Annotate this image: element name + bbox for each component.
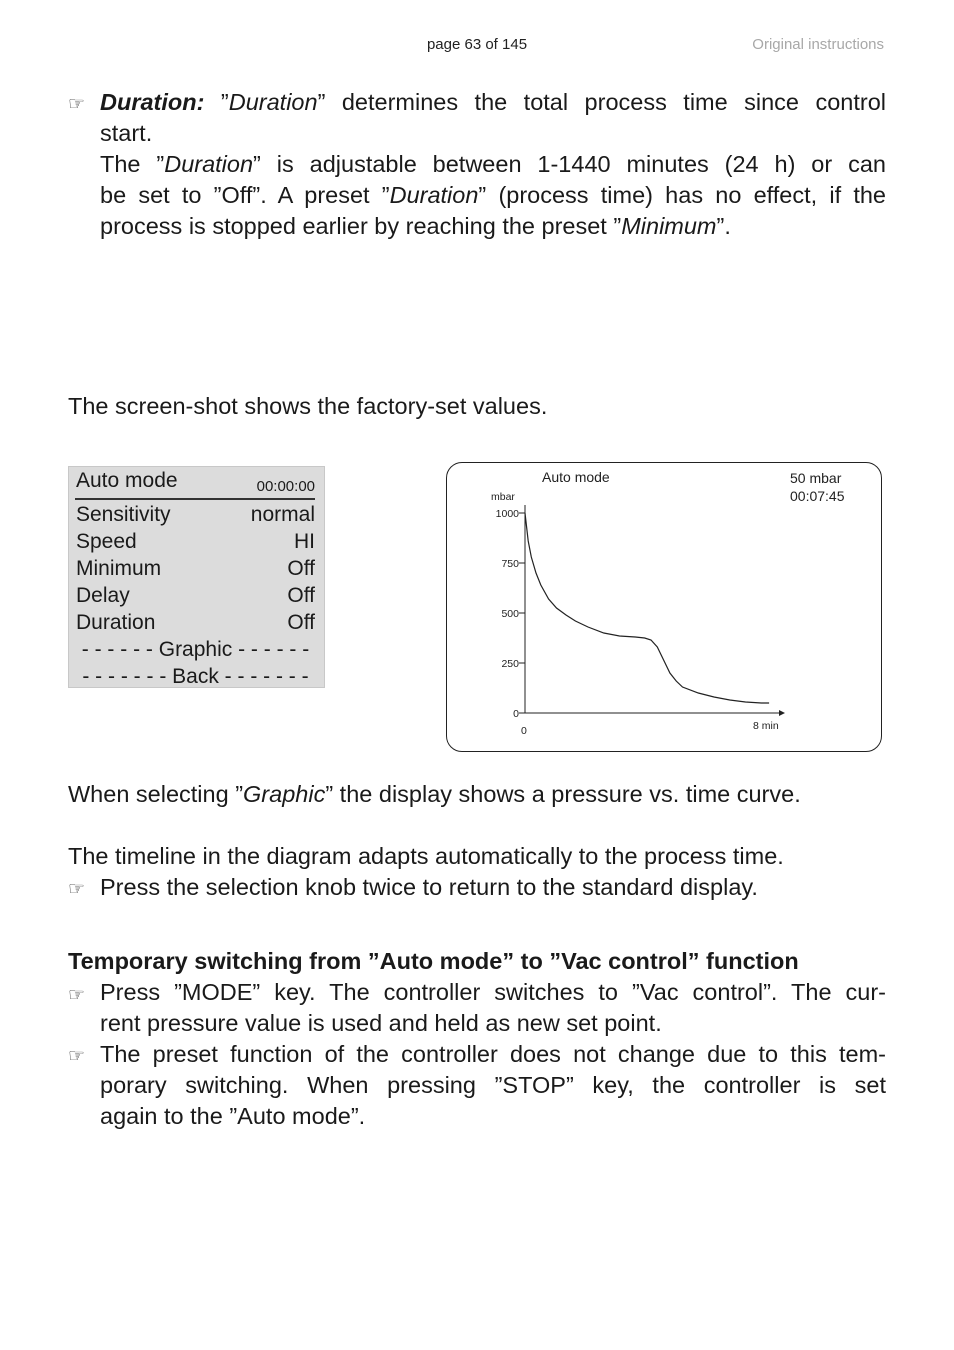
- timeline-text: The timeline in the diagram adapts automatically to the process time.: [68, 843, 784, 869]
- menu-row-value: normal: [250, 503, 315, 526]
- y-tick-label: 750: [501, 558, 519, 570]
- mode-key-paragraph: [100, 977, 886, 1039]
- menu-item-back-label: - - - - - - - Back - - - - - - -: [82, 665, 309, 688]
- y-tick-label: 0: [513, 708, 519, 720]
- header-doc-type: Original instructions: [752, 36, 884, 53]
- preset-line-2: porary switching. When pressing ”STOP” key, the controller is set: [100, 1072, 886, 1098]
- press-knob-text: Press the selection knob twice to return to the standard display.: [100, 874, 758, 900]
- graphic-paragraph: When selecting ”Graphic” the display shows a pressure vs. time curve.: [68, 781, 801, 807]
- pressure-curve: [525, 513, 769, 703]
- menu-time: 00:00:00: [256, 478, 315, 495]
- preset-line-1: The preset function of the controller does not change due to this tem-: [100, 1041, 886, 1067]
- x-axis-arrow: [779, 710, 785, 716]
- chart-ticks: [496, 508, 779, 737]
- menu-row-duration[interactable]: [76, 611, 315, 638]
- menu-row-value: Off: [287, 584, 315, 607]
- menu-item-graphic-label: - - - - - - Graphic - - - - - -: [81, 638, 310, 661]
- graph-readout-pressure: 50 mbar: [790, 470, 842, 486]
- menu-row-value: HI: [294, 530, 315, 553]
- duration-line-4: be set to ”Off”. A preset ”Duration” (process time) has no effect, if the: [100, 182, 886, 208]
- menu-row-key: Sensitivity: [76, 503, 171, 526]
- duration-line-5: process is stopped earlier by reaching the preset ”Minimum”.: [100, 213, 731, 239]
- graph-readout-time: 00:07:45: [790, 488, 845, 504]
- pointing-hand-icon: ☞: [68, 94, 86, 115]
- duration-line-2: start.: [100, 120, 153, 146]
- menu-row-speed[interactable]: [76, 530, 315, 557]
- graph-title: Auto mode: [542, 469, 610, 485]
- mode-line-1: Press ”MODE” key. The controller switches to ”Vac control”. The cur-: [100, 979, 886, 1005]
- preset-function-paragraph: [100, 1039, 886, 1132]
- menu-divider: [75, 498, 315, 500]
- y-tick-label: 1000: [495, 508, 519, 520]
- mode-line-2: rent pressure value is used and held as new set point.: [100, 1010, 662, 1036]
- duration-line-1: Duration: ”Duration” determines the total process time since control: [100, 89, 886, 115]
- chart-axes: [525, 505, 785, 716]
- y-axis-unit: mbar: [491, 491, 515, 503]
- menu-row-key: Minimum: [76, 557, 162, 580]
- preset-line-3: again to the ”Auto mode”.: [100, 1103, 366, 1129]
- pressure-graph-screen: [446, 462, 882, 752]
- duration-paragraph: [100, 87, 886, 242]
- duration-line-3: The ”Duration” is adjustable between 1-1440 minutes (24 h) or can: [100, 151, 886, 177]
- pointing-hand-icon: ☞: [68, 879, 86, 900]
- auto-mode-menu-screen: [68, 466, 325, 688]
- temp-switching-heading: Temporary switching from ”Auto mode” to ”Vac control” function: [68, 948, 799, 974]
- menu-row-key: Delay: [76, 584, 130, 607]
- menu-row-value: Off: [287, 557, 315, 580]
- pointing-hand-icon: ☞: [68, 985, 86, 1006]
- menu-row-sensitivity[interactable]: [76, 503, 315, 530]
- y-tick-label: 500: [501, 608, 519, 620]
- x-tick-label-end: 8 min: [753, 720, 779, 732]
- menu-row-key: Duration: [76, 611, 156, 634]
- menu-row-delay[interactable]: [76, 584, 315, 611]
- menu-row-value: Off: [287, 611, 315, 634]
- menu-row-key: Speed: [76, 530, 137, 553]
- menu-row-minimum[interactable]: [76, 557, 315, 584]
- page-number: page 63 of 145: [426, 36, 528, 53]
- y-tick-label: 250: [501, 658, 519, 670]
- pressure-time-chart: [447, 463, 883, 753]
- menu-title: Auto mode: [76, 469, 178, 492]
- menu-item-back[interactable]: [76, 665, 315, 692]
- pointing-hand-icon: ☞: [68, 1046, 86, 1067]
- menu-item-graphic[interactable]: [76, 638, 315, 665]
- x-tick-label-origin: 0: [521, 725, 527, 737]
- factory-values-text: The screen-shot shows the factory-set values.: [68, 393, 548, 419]
